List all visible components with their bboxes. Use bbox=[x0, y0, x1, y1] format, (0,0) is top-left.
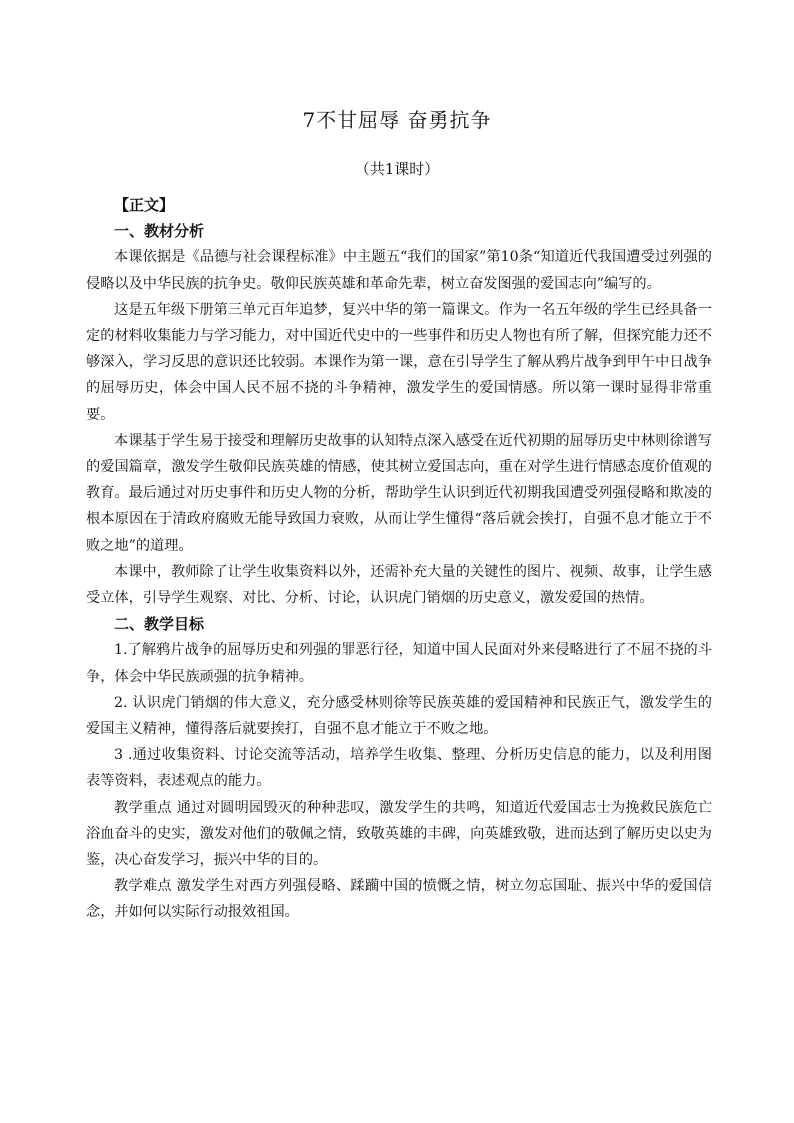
document-title: 7不甘屈辱 奋勇抗争 bbox=[302, 108, 492, 132]
section-heading-textbook-analysis: 一、教材分析 bbox=[114, 222, 205, 241]
paragraph: 本课依据是《品德与社会课程标准》中主题五“我们的国家”第10条“知道近代我国遭受过列强的侵略以及中华民族的抗争史。敬仰民族英雄和革命先辈，树立奋发图强的爱国志向”编写的。 bbox=[86, 249, 712, 292]
goal-item: 3 .通过收集资料、讨论交流等活动，培养学生收集、整理、分析历史信息的能力，以及利用图表等资料，表述观点的能力。 bbox=[86, 747, 712, 790]
section-heading-teaching-goals: 二、教学目标 bbox=[114, 615, 205, 634]
paragraph: 本课基于学生易于接受和理解历史故事的认知特点深入感受在近代初期的屈辱历史中林则徐谱写的爱国篇章，激发学生敬仰民族英雄的情感，使其树立爱国志向，重在对学生进行情感态度价值观的教育。最后通过对历史事件和历史人物的分析，帮助学生认识到近代初期我国遭受列强侵略和欺凌的根本原因在于清政府腐败无能导致国力衰败，从而让学生懂得“落后就会挨打，自强不息才能立于不败之地”的道理。 bbox=[86, 432, 712, 554]
document-subtitle: （共1课时） bbox=[354, 160, 440, 178]
body-label: 【正文】 bbox=[114, 196, 175, 214]
paragraph: 本课中，教师除了让学生收集资料以外，还需补充大量的关键性的图片、视频、故事，让学生感受立体，引导学生观察、对比、分析、讨论，认识虎门销烟的历史意义，激发爱国的热情。 bbox=[86, 563, 712, 607]
goal-item: 1.了解鸦片战争的屈辱历史和列强的罪恶行径，知道中国人民面对外来侵略进行了不屈不挠的斗争，体会中华民族顽强的抗争精神。 bbox=[86, 642, 712, 685]
document-body bbox=[86, 192, 712, 926]
paragraph: 这是五年级下册第三单元百年追梦，复兴中华的第一篇课文。作为一名五年级的学生已经具备一定的材料收集能力与学习能力，对中国近代史中的一些事件和历史人物也有所了解，但探究能力还不够深入，学习反思的意识还比较弱。本课作为第一课，意在引导学生了解从鸦片战争到甲午中日战争的屈辱历史，体会中国人民不屈不挠的斗争精神，激发学生的爱国情感。所以第一课时显得非常重要。 bbox=[86, 301, 712, 423]
goal-item: 2. 认识虎门销烟的伟大意义，充分感受林则徐等民族英雄的爱国精神和民族正气，激发学生的爱国主义精神，懂得落后就要挨打，自强不息才能立于不败之地。 bbox=[86, 694, 712, 738]
teaching-difficulty: 教学难点 激发学生对西方列强侵略、蹂躏中国的愤慨之情，树立勿忘国耻、振兴中华的爱国信念，并如何以实际行动报效祖国。 bbox=[86, 878, 712, 921]
teaching-key-point: 教学重点 通过对圆明园毁灭的种种悲叹，激发学生的共鸣，知道近代爱国志士为挽救民族危亡浴血奋斗的史实，激发对他们的敬佩之情，致敬英雄的丰碑，向英雄致敬，进而达到了解历史以史为鉴，决心奋发学习，振兴中华的目的。 bbox=[86, 799, 712, 869]
